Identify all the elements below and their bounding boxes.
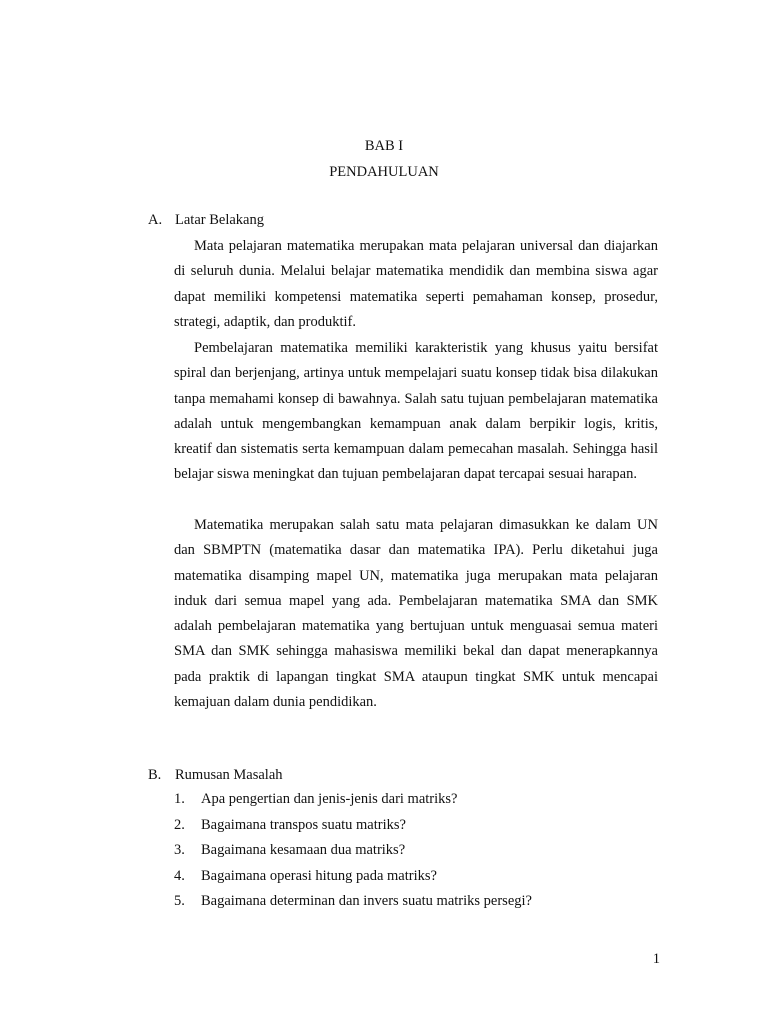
section-a-heading: [148, 211, 264, 229]
chapter-label: BAB I: [364, 138, 404, 154]
section-b-title: Rumusan Masalah: [175, 767, 283, 783]
paragraph-2: Pembelajaran matematika memiliki karakteristik yang khusus yaitu bersifat spiral dan berjenjang, artinya untuk mempelajari suatu konsep tidak bisa dilakukan tanpa memahami konsep di bawahnya. Salah satu tujuan pembelajaran matematika adalah untuk mengembangkan kemampuan anak dalam berpikir logis, kritis, kreatif dan sistematis serta kemampuan dalam pemecahan masalah. Sehingga hasil belajar siswa meningkat dan tujuan pembelajaran dapat tercapai sesuai harapan.: [174, 340, 658, 483]
list-item: [174, 867, 532, 893]
research-questions-list: [174, 790, 532, 918]
list-item-text: Bagaimana determinan dan invers suatu matriks persegi?: [201, 893, 532, 909]
list-item: [174, 790, 532, 816]
list-item-number: 5.: [174, 893, 185, 909]
section-a-title: Latar Belakang: [175, 212, 264, 228]
list-item-text: Bagaimana transpos suatu matriks?: [201, 816, 406, 833]
list-item: [174, 816, 532, 842]
paragraph-1: Mata pelajaran matematika merupakan mata pelajaran universal dan diajarkan di seluruh dunia. Melalui belajar matematika mendidik dan membina siswa agar dapat memiliki kompetensi matematika seperti pemahaman konsep, prosedur, strategi, adaptik, dan produktif.: [174, 238, 658, 330]
list-item-text: Bagaimana kesamaan dua matriks?: [201, 842, 406, 858]
section-b-letter: B.: [148, 767, 162, 783]
section-a-letter: A.: [148, 212, 163, 228]
list-item: [174, 841, 532, 867]
list-item-number: 3.: [174, 842, 185, 858]
list-item-number: 4.: [174, 867, 185, 884]
list-item-text: Bagaimana operasi hitung pada matriks?: [201, 867, 437, 884]
list-item-number: 2.: [174, 816, 185, 833]
list-item-number: 1.: [174, 791, 185, 807]
paragraph-3: Matematika merupakan salah satu mata pelajaran dimasukkan ke dalam UN dan SBMPTN (matematika dasar dan matematika IPA). Perlu diketahui juga matematika disamping mapel UN, matematika juga merupakan mata pelajaran induk dari semua mapel yang ada. Pembelajaran matematika SMA dan SMK adalah pembelajaran matematika yang bertujuan untuk menguasai semua materi SMA dan SMK sehingga mahasiswa memiliki bekal dan dapat menerapkannya pada praktik di lapangan tingkat SMA ataupun tingkat SMK untuk mencapai kemajuan dalam dunia pendidikan.: [174, 517, 658, 711]
page-number: 1: [652, 951, 660, 967]
section-b-heading: [148, 766, 283, 784]
list-item-text: Apa pengertian dan jenis-jenis dari matriks?: [201, 791, 458, 807]
list-item: [174, 892, 532, 918]
chapter-title: PENDAHULUAN: [329, 164, 439, 180]
